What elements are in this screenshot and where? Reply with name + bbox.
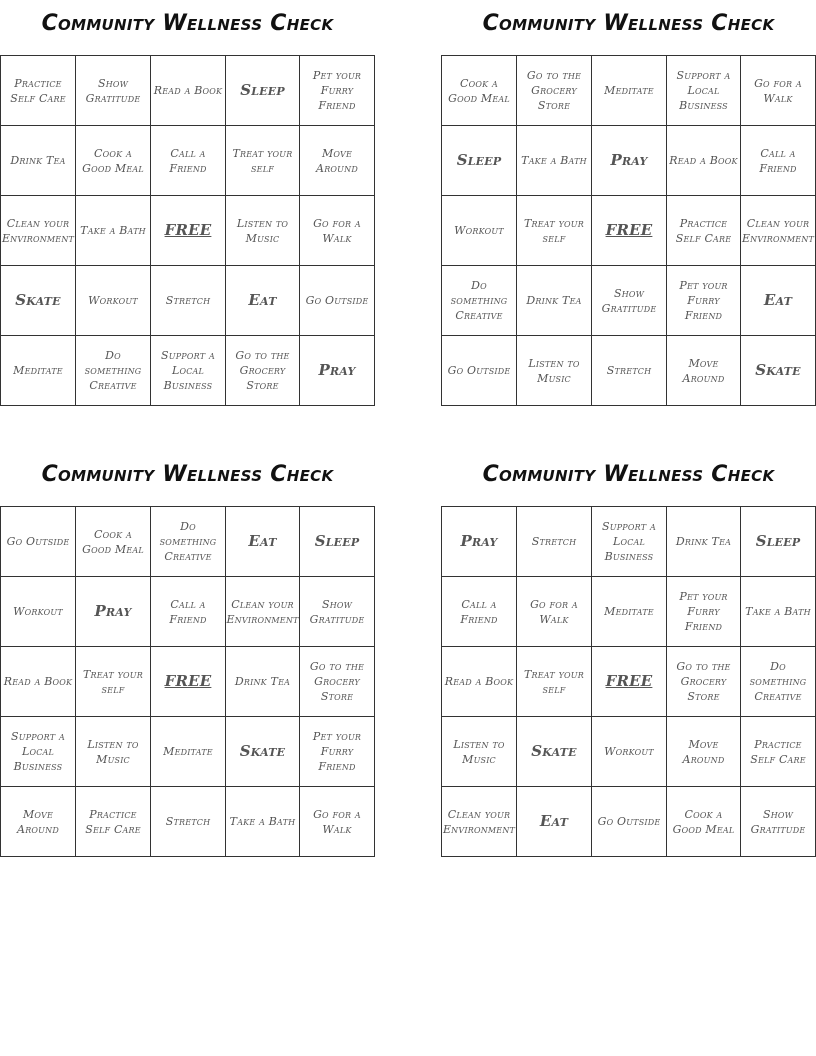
bingo-cell: Pet your Furry Friend <box>300 717 375 787</box>
bingo-cell: Skate <box>1 266 76 336</box>
bingo-cell: Skate <box>226 717 300 787</box>
bingo-cell: Support a Local Business <box>667 56 741 126</box>
card-title: Community Wellness Check <box>482 462 775 487</box>
bingo-cell: Go to the Grocery Store <box>226 336 300 406</box>
bingo-cell: Sleep <box>741 507 816 577</box>
bingo-grid <box>441 506 816 857</box>
bingo-cell: Take a Bath <box>226 787 300 857</box>
bingo-cell: Eat <box>226 507 300 577</box>
bingo-cell: Listen to Music <box>442 717 517 787</box>
bingo-cell: Drink Tea <box>667 507 741 577</box>
bingo-cell: Clean your Environment <box>741 196 816 266</box>
bingo-cell: Meditate <box>1 336 76 406</box>
bingo-cell: Treat your self <box>76 647 151 717</box>
free-space-cell: FREE <box>592 196 667 266</box>
bingo-cell: Stretch <box>592 336 667 406</box>
bingo-cell: Practice Self Care <box>1 56 76 126</box>
bingo-cell: Clean your Environment <box>1 196 76 266</box>
bingo-cell: Go Outside <box>442 336 517 406</box>
bingo-cell: Drink Tea <box>517 266 592 336</box>
bingo-cell: Skate <box>517 717 592 787</box>
bingo-cell: Workout <box>1 577 76 647</box>
bingo-cell: Show Gratitude <box>592 266 667 336</box>
free-space-cell: FREE <box>151 647 226 717</box>
bingo-cell: Move Around <box>667 717 741 787</box>
bingo-cell: Go Outside <box>1 507 76 577</box>
card-title: Community Wellness Check <box>482 11 775 36</box>
bingo-cell: Practice Self Care <box>667 196 741 266</box>
free-space-cell: FREE <box>151 196 226 266</box>
bingo-cell: Pet your Furry Friend <box>300 56 375 126</box>
bingo-cell: Eat <box>741 266 816 336</box>
bingo-cell: Drink Tea <box>226 647 300 717</box>
bingo-cell: Cook a Good Meal <box>76 507 151 577</box>
bingo-cell: Cook a Good Meal <box>442 56 517 126</box>
bingo-cell: Sleep <box>300 507 375 577</box>
bingo-cell: Sleep <box>226 56 300 126</box>
bingo-cell: Support a Local Business <box>1 717 76 787</box>
bingo-cell: Read a Book <box>442 647 517 717</box>
bingo-cell: Read a Book <box>151 56 226 126</box>
bingo-cell: Do something Creative <box>442 266 517 336</box>
bingo-cell: Cook a Good Meal <box>667 787 741 857</box>
bingo-cell: Eat <box>226 266 300 336</box>
bingo-cell: Support a Local Business <box>592 507 667 577</box>
bingo-cell: Take a Bath <box>76 196 151 266</box>
bingo-cell: Pray <box>300 336 375 406</box>
bingo-cell: Do something Creative <box>76 336 151 406</box>
bingo-cell: Show Gratitude <box>741 787 816 857</box>
bingo-cell: Show Gratitude <box>300 577 375 647</box>
card-title: Community Wellness Check <box>41 11 334 36</box>
bingo-grid <box>0 55 375 406</box>
bingo-cell: Go for a Walk <box>300 196 375 266</box>
card-title: Community Wellness Check <box>41 462 334 487</box>
bingo-cell: Move Around <box>667 336 741 406</box>
bingo-cell: Clean your Environment <box>442 787 517 857</box>
bingo-cell: Take a Bath <box>517 126 592 196</box>
bingo-cell: Go Outside <box>592 787 667 857</box>
bingo-cell: Go to the Grocery Store <box>517 56 592 126</box>
bingo-cell: Drink Tea <box>1 126 76 196</box>
bingo-cell: Pray <box>442 507 517 577</box>
bingo-cell: Pray <box>76 577 151 647</box>
bingo-cell: Stretch <box>151 787 226 857</box>
bingo-cell: Pray <box>592 126 667 196</box>
bingo-cell: Go for a Walk <box>300 787 375 857</box>
bingo-cell: Read a Book <box>1 647 76 717</box>
bingo-cell: Go for a Walk <box>517 577 592 647</box>
free-space-cell: FREE <box>592 647 667 717</box>
bingo-cell: Practice Self Care <box>741 717 816 787</box>
bingo-cell: Stretch <box>151 266 226 336</box>
bingo-cell: Meditate <box>592 56 667 126</box>
bingo-cell: Clean your Environment <box>226 577 300 647</box>
bingo-cell: Listen to Music <box>226 196 300 266</box>
bingo-cell: Workout <box>592 717 667 787</box>
bingo-cell: Call a Friend <box>151 577 226 647</box>
bingo-cell: Listen to Music <box>76 717 151 787</box>
bingo-cell: Cook a Good Meal <box>76 126 151 196</box>
bingo-cell: Support a Local Business <box>151 336 226 406</box>
bingo-cell: Meditate <box>151 717 226 787</box>
bingo-grid <box>441 55 816 406</box>
bingo-cell: Call a Friend <box>442 577 517 647</box>
bingo-cell: Workout <box>442 196 517 266</box>
bingo-cell: Workout <box>76 266 151 336</box>
bingo-cell: Go for a Walk <box>741 56 816 126</box>
bingo-cell: Treat your self <box>226 126 300 196</box>
bingo-cell: Do something Creative <box>151 507 226 577</box>
bingo-cell: Call a Friend <box>741 126 816 196</box>
bingo-cell: Pet your Furry Friend <box>667 577 741 647</box>
bingo-cell: Practice Self Care <box>76 787 151 857</box>
bingo-cell: Meditate <box>592 577 667 647</box>
bingo-cell: Go to the Grocery Store <box>667 647 741 717</box>
bingo-cell: Move Around <box>1 787 76 857</box>
bingo-cell: Go to the Grocery Store <box>300 647 375 717</box>
bingo-cell: Pet your Furry Friend <box>667 266 741 336</box>
bingo-cell: Skate <box>741 336 816 406</box>
bingo-grid <box>0 506 375 857</box>
bingo-cell: Read a Book <box>667 126 741 196</box>
bingo-cell: Stretch <box>517 507 592 577</box>
bingo-cell: Move Around <box>300 126 375 196</box>
bingo-cell: Treat your self <box>517 196 592 266</box>
bingo-cell: Listen to Music <box>517 336 592 406</box>
bingo-cell: Treat your self <box>517 647 592 717</box>
bingo-cell: Show Gratitude <box>76 56 151 126</box>
bingo-cell: Take a Bath <box>741 577 816 647</box>
bingo-cell: Go Outside <box>300 266 375 336</box>
bingo-cell: Sleep <box>442 126 517 196</box>
bingo-cell: Call a Friend <box>151 126 226 196</box>
bingo-cell: Do something Creative <box>741 647 816 717</box>
bingo-cell: Eat <box>517 787 592 857</box>
